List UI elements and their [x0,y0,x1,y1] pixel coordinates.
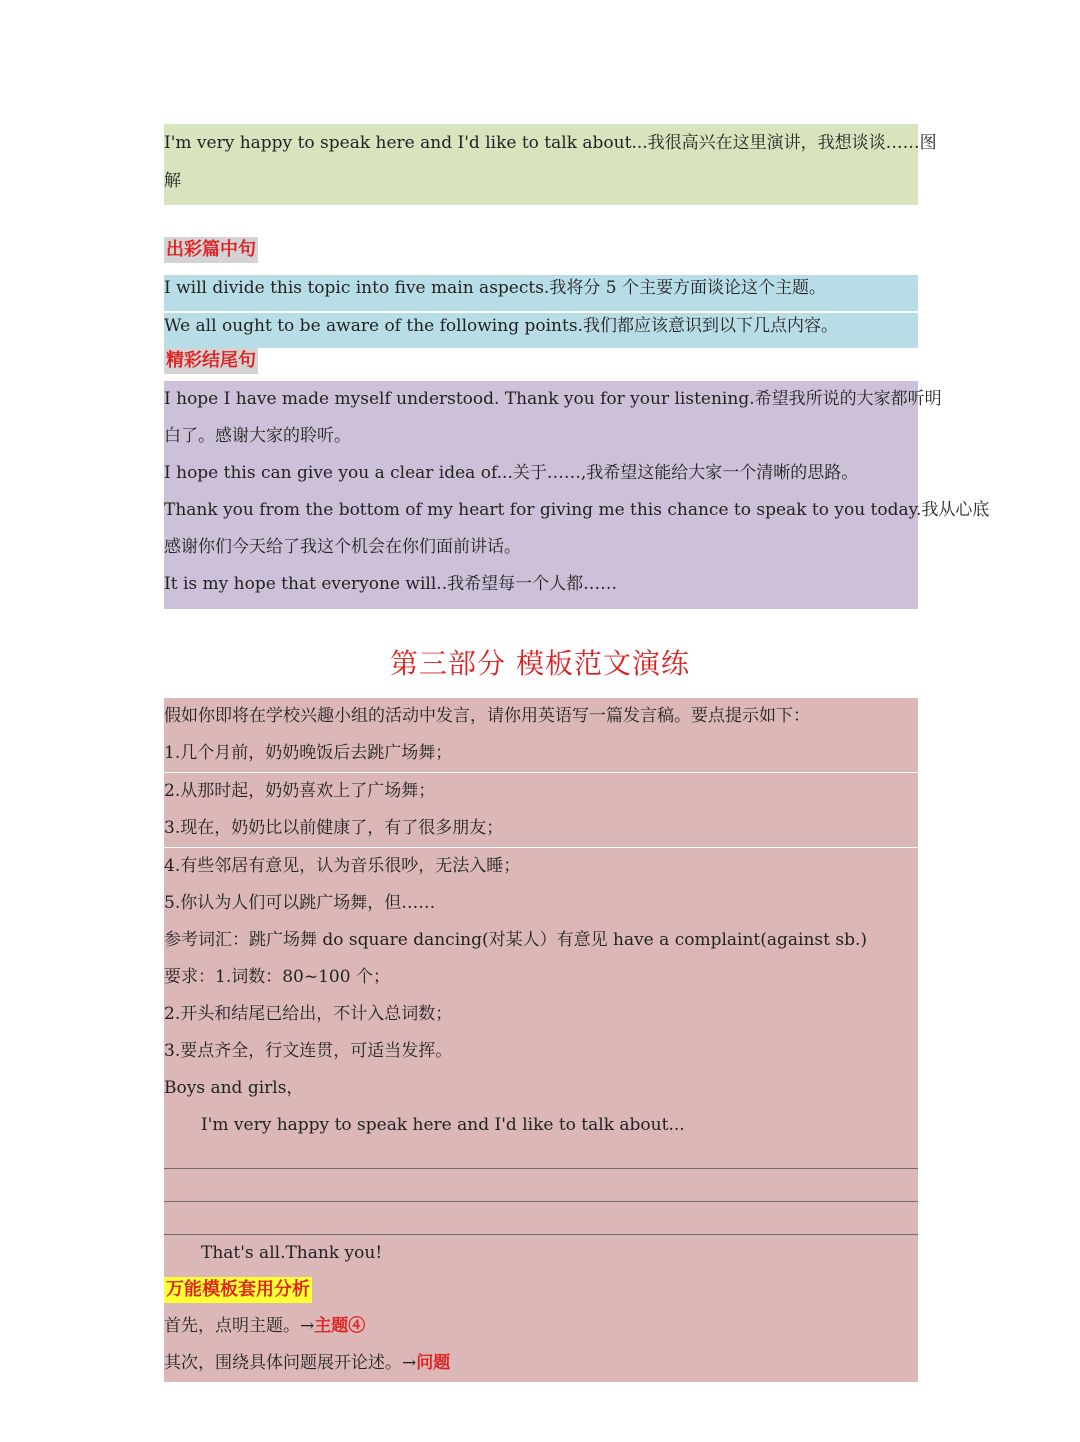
task-line: 3.现在，奶奶比以前健康了，有了很多朋友； [164,818,504,838]
ending-line: It is my hope that everyone will..我希望每一个人都…… [164,574,618,594]
analysis-line [164,1308,918,1345]
writing-line[interactable] [164,1169,918,1202]
task-line: 4.有些邻居有意见，认为音乐很吵，无法入睡； [164,847,918,885]
writing-line[interactable] [164,1144,918,1169]
intro-line: 解 [164,171,181,191]
writing-line[interactable] [164,1202,918,1235]
middle-sentence: We all ought to be aware of the following points.我们都应该意识到以下几点内容。 [164,313,918,348]
task-line: 3.要点齐全，行文连贯，可适当发挥。 [164,1041,453,1061]
intro-block [164,124,937,205]
section-title: 第三部分 模板范文演练 [390,647,690,680]
analysis-heading-row [164,1272,918,1308]
task-line: 要求：1.词数：80~100 个； [164,967,390,987]
task-line: 5.你认为人们可以跳广场舞，但…… [164,893,436,913]
analysis-tag: 主题④ [314,1316,366,1336]
middle-heading-row [164,237,918,263]
essay-opening: I'm very happy to speak here and I'd like to talk about... [201,1115,685,1135]
essay-closing: That's all.Thank you! [201,1243,383,1263]
analysis-line [164,1345,918,1382]
ending-line: I hope this can give you a clear idea of...关于……,我希望这能给大家一个清晰的思路。 [164,463,859,483]
middle-heading: 出彩篇中句 [164,237,258,263]
ending-line: 感谢你们今天给了我这个机会在你们面前讲话。 [164,537,521,557]
analysis-text: 首先，点明主题。→ [164,1316,315,1336]
task-line: 2.开头和结尾已给出，不计入总词数； [164,1004,453,1024]
intro-line: I'm very happy to speak here and I'd like to talk about...我很高兴在这里演讲，我想谈谈……图 [164,133,937,153]
ending-heading: 精彩结尾句 [164,348,258,374]
analysis-heading: 万能模板套用分析 [164,1277,312,1303]
ending-line: I hope I have made myself understood. Thank you for your listening.希望我所说的大家都听明 [164,389,942,409]
task-line: 1.几个月前，奶奶晚饭后去跳广场舞； [164,743,453,763]
analysis-tag: 问题 [416,1353,451,1373]
analysis-text: 其次，围绕具体问题展开论述。→ [164,1353,417,1373]
task-line: 2.从那时起，奶奶喜欢上了广场舞； [164,772,918,810]
ending-heading-row [164,348,918,374]
ending-block [164,381,990,609]
ending-line: Thank you from the bottom of my heart for giving me this chance to speak to you today.我从心底 [164,500,990,520]
task-block [164,698,918,1382]
ending-line: 白了。感谢大家的聆听。 [164,426,351,446]
task-line: 参考词汇：跳广场舞 do square dancing(对某人）有意见 have a complaint(against sb.) [164,930,868,950]
task-line: 假如你即将在学校兴趣小组的活动中发言，请你用英语写一篇发言稿。要点提示如下： [164,706,810,726]
middle-sentence: I will divide this topic into five main aspects.我将分 5 个主要方面谈论这个主题。 [164,275,918,311]
task-line: Boys and girls， [164,1078,304,1098]
